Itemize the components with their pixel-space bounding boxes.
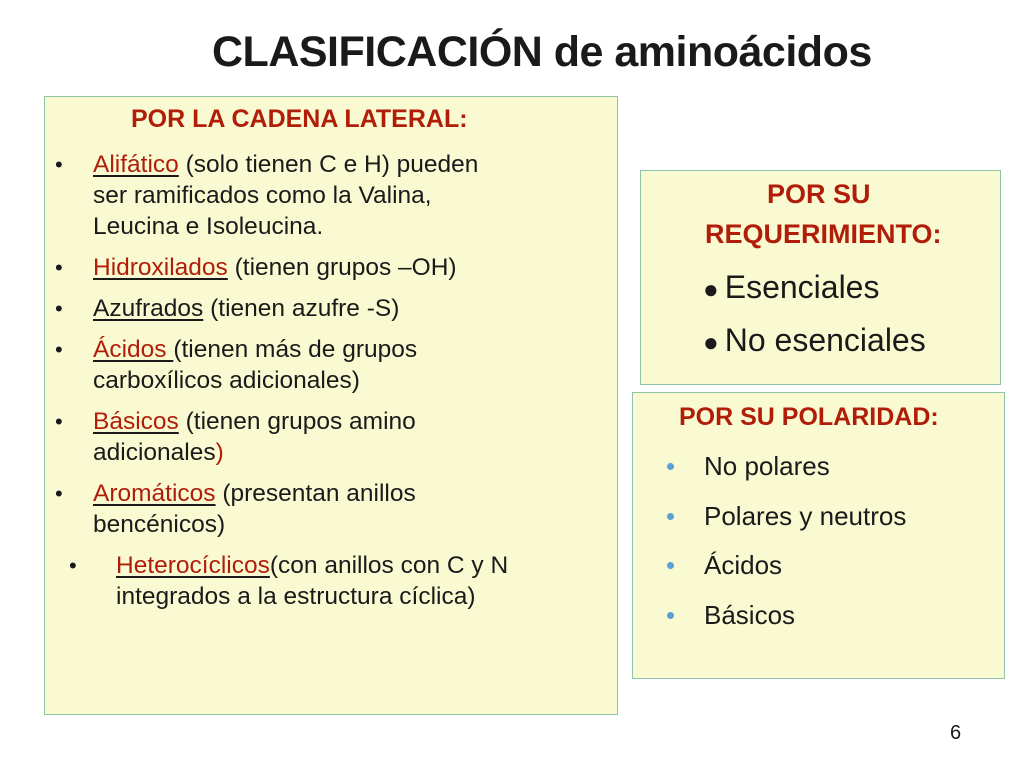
list-item — [633, 501, 906, 551]
term-label: Heterocíclicos — [116, 552, 270, 579]
term-label: Básicos — [93, 408, 179, 435]
bullet-icon: ● — [703, 274, 719, 304]
list-item — [45, 550, 617, 612]
term-label: Aromáticos — [93, 480, 216, 507]
term-description: (con anillos con C y N — [269, 552, 509, 579]
term-description-cont: carboxílicos adicionales) — [93, 367, 360, 394]
list-item — [633, 600, 906, 650]
list-item — [45, 334, 617, 396]
closing-paren: ) — [215, 439, 224, 466]
item-label: Ácidos — [704, 550, 783, 580]
list-item — [45, 293, 617, 324]
slide-title: CLASIFICACIÓN de aminoácidos — [212, 28, 872, 76]
bullet-icon: • — [55, 409, 63, 434]
list-item — [703, 322, 926, 359]
term-description: (presentan anillos — [215, 480, 416, 507]
bullet-icon — [667, 612, 674, 619]
term-description-cont: Leucina e Isoleucina. — [93, 213, 324, 240]
item-label: Polares y neutros — [704, 500, 907, 531]
bullet-icon: • — [55, 337, 63, 362]
bullet-icon: • — [55, 152, 63, 177]
term-description-cont: ser ramificados como la Valina, — [93, 182, 432, 209]
requerimiento-heading: POR SU — [767, 179, 871, 209]
bullet-icon — [667, 463, 674, 470]
list-item — [633, 550, 906, 600]
item-label: Básicos — [704, 599, 796, 630]
list-item — [633, 451, 906, 501]
term-description: (tienen grupos amino — [178, 408, 416, 435]
term-label: Azufrados — [93, 295, 204, 322]
requerimiento-box — [640, 170, 1001, 385]
polaridad-heading: POR SU POLARIDAD: — [679, 403, 939, 431]
bullet-icon: ● — [703, 327, 719, 357]
list-item — [45, 406, 617, 468]
cadena-lateral-heading: POR LA CADENA LATERAL: — [131, 105, 468, 133]
list-item — [703, 269, 879, 306]
term-description-cont: adicionales — [93, 439, 216, 466]
term-label: Hidroxilados — [93, 254, 228, 281]
bullet-icon: • — [69, 553, 77, 578]
bullet-icon: • — [55, 296, 63, 321]
term-label: Alifático — [93, 151, 179, 178]
item-label: No polares — [704, 451, 830, 481]
term-description: (tienen azufre -S) — [203, 295, 400, 322]
cadena-lateral-box — [44, 96, 618, 715]
item-label: Esenciales — [724, 269, 880, 305]
term-description: (solo tienen C e H) pueden — [178, 151, 479, 178]
requerimiento-heading-cont: REQUERIMIENTO: — [705, 219, 942, 249]
list-item — [45, 149, 617, 242]
bullet-icon: • — [55, 481, 63, 506]
bullet-icon: • — [55, 255, 63, 280]
bullet-icon — [667, 513, 674, 520]
term-description: (tienen más de grupos — [173, 336, 418, 363]
term-description-cont: integrados a la estructura cíclica) — [116, 583, 476, 610]
page-number: 6 — [950, 722, 962, 744]
item-label: No esenciales — [724, 322, 926, 358]
list-item — [45, 478, 617, 540]
polaridad-box — [632, 392, 1005, 679]
term-label: Ácidos — [93, 336, 174, 363]
term-description-cont: bencénicos) — [93, 511, 226, 538]
list-item — [45, 252, 617, 283]
cadena-lateral-list — [45, 149, 617, 622]
polaridad-list — [633, 451, 906, 649]
bullet-icon — [667, 562, 674, 569]
term-description: (tienen grupos –OH) — [227, 254, 457, 281]
